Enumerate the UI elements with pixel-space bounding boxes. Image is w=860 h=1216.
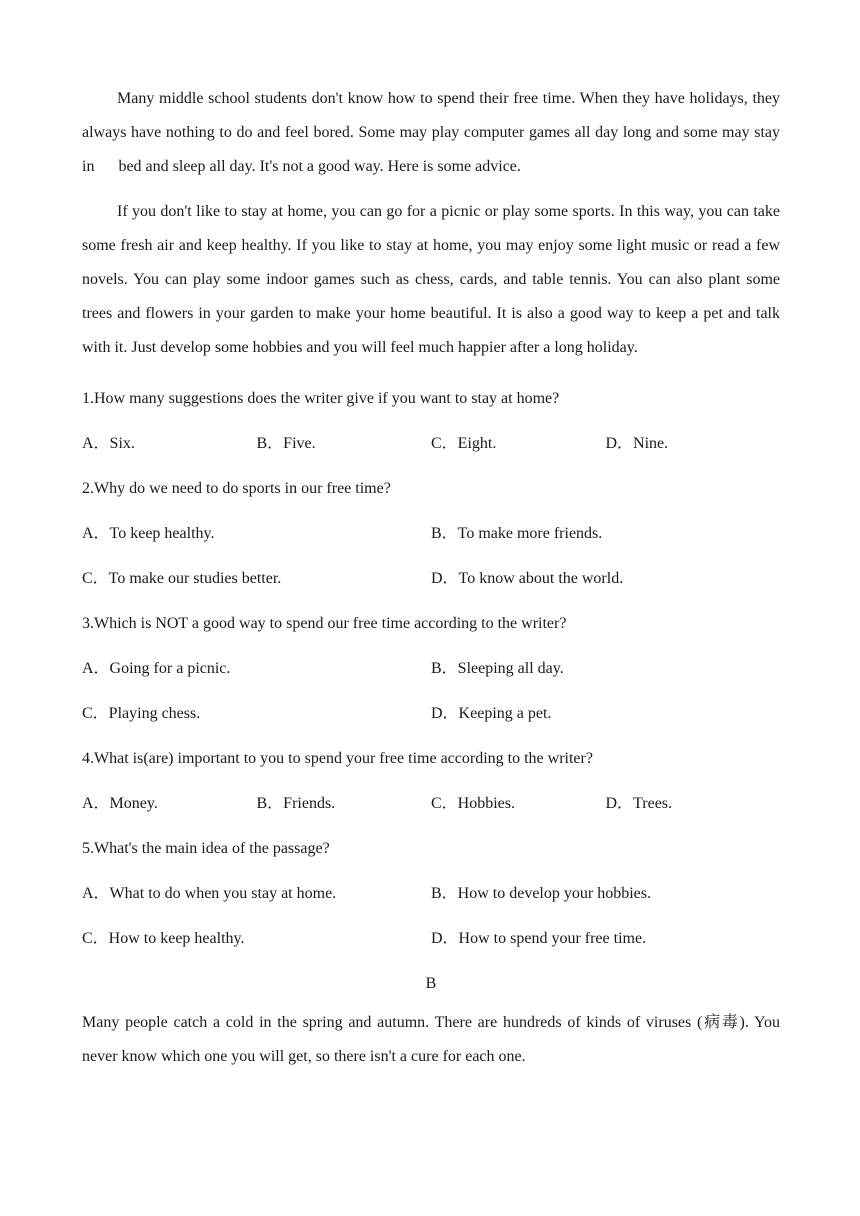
question-3-option-b[interactable]: B．Sleeping all day. (431, 660, 564, 677)
question-1-option-c[interactable]: C．Eight. (431, 435, 497, 452)
section-b-title: B (425, 975, 437, 992)
question-1-option-a[interactable]: A．Six. (82, 435, 135, 452)
question-3: 3.Which is NOT a good way to spend our free time according to the writer? (82, 615, 567, 632)
question-3-options-row-2 (82, 691, 780, 736)
question-5-option-a[interactable]: A．What to do when you stay at home. (82, 885, 337, 902)
question-2: 2.Why do we need to do sports in our free time? (82, 480, 391, 497)
question-1: 1.How many suggestions does the writer give if you want to stay at home? (82, 390, 560, 407)
question-5-option-d[interactable]: D．How to spend your free time. (431, 930, 647, 947)
question-2-option-b[interactable]: B．To make more friends. (431, 525, 603, 542)
question-4-option-b[interactable]: B．Friends. (256, 795, 336, 812)
question-3-option-d[interactable]: D．Keeping a pet. (431, 705, 552, 722)
question-1-option-b[interactable]: B．Five. (256, 435, 316, 452)
question-5-options-row-1 (82, 871, 780, 916)
question-4-options (82, 781, 780, 826)
question-4: 4.What is(are) important to you to spend your free time according to the writer? (82, 750, 593, 767)
question-5-option-b[interactable]: B．How to develop your hobbies. (431, 885, 651, 902)
passage-a-paragraph-1: Many middle school students don't know how to spend their free time. When they have holidays, they always have nothing to do and feel bored. Some may play computer games all day long and some may stay in bed and sleep all day. It's not a good way. Here is some advice. (82, 90, 780, 175)
question-2-options-row-1 (82, 511, 780, 556)
worksheet-page (82, 82, 780, 1074)
question-1-options (82, 421, 780, 466)
question-2-option-a[interactable]: A．To keep healthy. (82, 525, 215, 542)
question-1-option-d[interactable]: D．Nine. (605, 435, 669, 452)
question-2-options-row-2 (82, 556, 780, 601)
question-3-option-c[interactable]: C．Playing chess. (82, 705, 201, 722)
question-5-options-row-2 (82, 916, 780, 961)
question-3-option-a[interactable]: A．Going for a picnic. (82, 660, 231, 677)
question-2-option-c[interactable]: C．To make our studies better. (82, 570, 282, 587)
passage-a-paragraph-2: If you don't like to stay at home, you can go for a picnic or play some sports. In this way, you can take some fresh air and keep healthy. If you like to stay at home, you may enjoy some light music or read a few novels. You can play some indoor games such as chess, cards, and table tennis. You can also plant some trees and flowers in your garden to make your home beautiful. It is also a good way to keep a pet and talk with it. Just develop some hobbies and you will feel much happier after a long holiday. (82, 203, 780, 356)
question-3-options-row-1 (82, 646, 780, 691)
question-4-option-a[interactable]: A．Money. (82, 795, 158, 812)
question-2-option-d[interactable]: D．To know about the world. (431, 570, 624, 587)
section-b-paragraph: Many people catch a cold in the spring and autumn. There are hundreds of kinds of viruses (病毒). You never know which one you will get, so there isn't a cure for each one. (82, 1014, 780, 1065)
question-4-option-c[interactable]: C．Hobbies. (431, 795, 516, 812)
question-4-option-d[interactable]: D．Trees. (605, 795, 673, 812)
question-5-option-c[interactable]: C．How to keep healthy. (82, 930, 245, 947)
question-5: 5.What's the main idea of the passage? (82, 840, 330, 857)
